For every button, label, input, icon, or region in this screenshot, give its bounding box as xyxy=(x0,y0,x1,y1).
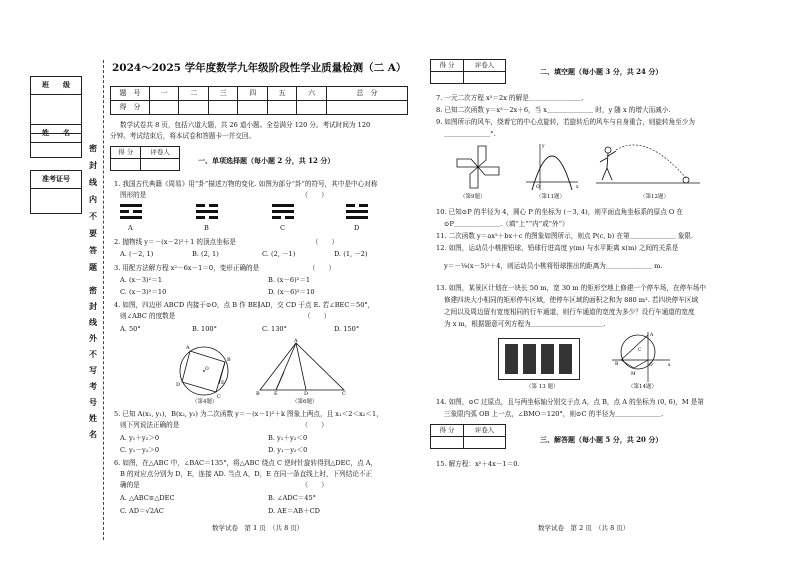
q15-stem: 15. 解方程：x²＋4x－1＝0. xyxy=(436,460,520,468)
figure-13-parking xyxy=(498,338,580,380)
svg-text:D: D xyxy=(304,391,309,397)
section-3-title: 三、解答题（每小题 5 分，共 20 分） xyxy=(540,435,663,444)
grader-name-cell[interactable] xyxy=(463,72,505,84)
seal-text-2: 密 封 线 外 不 写 考 号 姓 名 xyxy=(89,285,97,439)
score-cell[interactable] xyxy=(238,101,267,115)
figure-9-pinwheel-icon xyxy=(454,142,502,192)
score-cell[interactable] xyxy=(267,101,296,115)
q1-option-d[interactable]: D xyxy=(354,224,360,232)
q9-line-2: ＿＿＿＿＿＿＿°. xyxy=(444,130,496,138)
q13-line-2: 修建四块大小相同的矩形停车区域，使停车区域的面积之和为 880 m². 若四块停车区域 xyxy=(444,296,699,304)
q6-option-c[interactable]: C. AD＝√2AC xyxy=(120,507,164,515)
q13-line-3: 之间以及周边留有宽度相同的行车通道，则行车通道的宽度为多少？设行车通道的宽度 xyxy=(444,308,695,316)
q6-line-1: 6. 如图，在△ABC 中，∠BAC＝135°，将△ABC 绕点 C 逆时针旋转得到△DEC，点 A， xyxy=(114,459,378,467)
q12-line-2: y＝－⅑(x－5)²＋4，则运动员小桃将铅球推出的距离为＿＿＿＿＿＿＿ m. xyxy=(444,262,663,270)
svg-text:O: O xyxy=(649,363,653,368)
score-cell[interactable] xyxy=(326,101,407,115)
q4-option-b[interactable]: B. 100° xyxy=(192,325,217,333)
q14-line-2: 三象限内弧 OB 上一点，∠BMO＝120°，则⊙C 的半径为＿＿＿＿＿＿＿. xyxy=(444,410,664,418)
trigram-a-icon xyxy=(120,204,142,220)
q3-option-a[interactable]: A. (x－3)²＝1 xyxy=(120,276,163,284)
q2-stem: 2. 抛物线 y＝－(x－2)²＋1 的顶点坐标是 （ ） xyxy=(114,238,339,246)
name-box xyxy=(30,124,82,158)
figure-14-caption: （第14题） xyxy=(628,384,657,390)
q14-line-1: 14. 如图，⊙C 过原点，且与两坐标轴分别交于点 A，点 B，点 A 的坐标为 (0, 6)，M 是第 xyxy=(436,398,704,406)
q2-option-a[interactable]: A. (－2, 1) xyxy=(120,250,154,258)
q3-option-b[interactable]: B. (x－6)²＝1 xyxy=(268,276,311,284)
svg-text:A: A xyxy=(294,338,298,344)
q2-option-b[interactable]: B. (2, 1) xyxy=(192,250,219,258)
q4-line-1: 4. 如图，四边形 ABCD 内接于⊙O，点 B 作 BE∥AD，交 CD 于点 E. 若∠BEC＝50°， xyxy=(114,301,375,309)
figure-4-caption: （第4题） xyxy=(192,399,218,405)
q5-option-c[interactable]: C. y₁－y₂＞0 xyxy=(120,446,160,454)
page-title: 2024～2025 学年度数学九年级阶段性学业质量检测（二 A） xyxy=(112,62,407,74)
q5-line-1: 5. 已知 A(x₁, y₁)，B(x₂, y₂) 为二次函数 y＝－(x－1)²＋k 图象上两点，且 x₁＜2＜x₂＜1， xyxy=(114,410,383,418)
q11-stem: 11. 二次函数 y＝ax²＋bx＋c 的图象如图所示，则点 P(c, b) 在第＿＿＿＿＿＿＿ 象限. xyxy=(436,232,694,240)
q1-option-b[interactable]: B xyxy=(204,224,209,232)
figure-11-caption: （第11题） xyxy=(536,194,565,200)
q9-line-1: 9. 如图所示的风车，绕着它的中心点旋转，若旋转后的风车与自身重合，则旋转角至少为 xyxy=(436,118,695,126)
trigram-d-icon xyxy=(346,204,368,220)
page-1-footer: 数学试卷 第 1 页 （共 8 页） xyxy=(212,524,304,532)
grader-name-label: 评卷人 xyxy=(463,425,505,437)
svg-text:y: y xyxy=(542,144,545,149)
svg-text:D: D xyxy=(176,382,181,388)
page-2-footer: 数学试卷 第 2 页 （共 8 页） xyxy=(538,524,630,532)
seal-text: 密 封 线 内 不 要 答 题 xyxy=(89,143,97,272)
q13-line-4: 为 x m，根据题意可列方程为＿＿＿＿＿＿＿＿＿＿＿. xyxy=(444,320,606,328)
svg-text:x: x xyxy=(668,363,671,368)
q1-line-1: 1. 我国古代典籍《周易》用“卦”描述万物的变化. 如图为部分“卦”的符号，其中是中心对称 xyxy=(114,180,378,188)
notice-line-1: 数学试卷共 8 页，包括六道大题，共 26 道小题。全卷满分 120 分。考试时间为 120 xyxy=(120,121,371,129)
grader-name-cell[interactable] xyxy=(463,437,505,449)
score-header-cell: 五 xyxy=(267,87,296,101)
grader-name-label: 评卷人 xyxy=(141,147,180,159)
svg-text:O: O xyxy=(205,367,209,372)
trigram-b-icon xyxy=(196,204,218,220)
seal-line xyxy=(103,60,104,540)
q5-line-2: 则下列说法正确的是 （ ） xyxy=(120,421,328,429)
figure-13-caption: （第 13 题） xyxy=(526,384,559,390)
grader-score-cell[interactable] xyxy=(111,159,141,171)
q6-option-b[interactable]: B. ∠ADC＝45° xyxy=(268,494,316,502)
grader-box-3 xyxy=(430,424,506,449)
score-header-cell: 题 号 xyxy=(111,87,150,101)
svg-text:B: B xyxy=(256,391,260,397)
q2-option-c[interactable]: C. (2, －1) xyxy=(262,250,296,258)
grader-score-label: 得 分 xyxy=(431,60,464,72)
figure-6-caption: （第6题） xyxy=(292,399,318,405)
q10-line-2: ⊙P＿＿＿＿＿＿＿.（填“上”“内”或“外”） xyxy=(444,220,569,228)
figure-6 xyxy=(256,340,348,396)
score-cell[interactable] xyxy=(179,101,208,115)
svg-text:C: C xyxy=(638,348,642,353)
class-label: 班 级 xyxy=(31,77,81,95)
svg-text:A: A xyxy=(650,333,654,338)
q3-stem: 3. 用配方法解方程 x²－6x－1＝0，变形正确的是 （ ） xyxy=(114,264,336,272)
score-header-cell: 四 xyxy=(238,87,267,101)
svg-text:C: C xyxy=(217,394,221,400)
svg-text:C: C xyxy=(342,391,346,397)
figure-14-circle xyxy=(610,330,672,384)
grader-name-label: 评卷人 xyxy=(463,60,505,72)
score-header-cell: 三 xyxy=(208,87,237,101)
q5-option-a[interactable]: A. y₁＋y₂＞0 xyxy=(120,434,160,442)
svg-text:E: E xyxy=(274,391,278,397)
grader-score-cell[interactable] xyxy=(431,437,464,449)
q3-option-c[interactable]: C. (x－3)²＝10 xyxy=(120,288,167,296)
score-header-cell: 一 xyxy=(150,87,179,101)
figure-4 xyxy=(176,344,232,398)
q12-line-1: 12. 如图，运动员小桃推铅球，铅球行进高度 y(m) 与水平距离 x(m) 之间的关系是 xyxy=(436,244,679,252)
grader-box-1 xyxy=(110,146,180,171)
name-label: 姓 名 xyxy=(31,125,81,143)
svg-text:B: B xyxy=(615,362,619,367)
exam-id-label: 准考证号 xyxy=(31,171,81,189)
svg-text:O: O xyxy=(536,185,540,190)
grader-score-label: 得 分 xyxy=(431,425,464,437)
section-1-title: 一、单项选择题（每小题 2 分，共 12 分） xyxy=(198,156,335,165)
score-row-label: 得 分 xyxy=(111,101,150,115)
score-header-cell: 六 xyxy=(297,87,326,101)
svg-text:A: A xyxy=(186,345,190,351)
trigram-c-icon xyxy=(272,204,294,220)
q5-option-b[interactable]: B. y₁＋y₂＜0 xyxy=(268,434,308,442)
score-header-cell: 二 xyxy=(179,87,208,101)
grader-score-label: 得 分 xyxy=(111,147,141,159)
q6-line-3: 确的是 （ ） xyxy=(120,481,328,489)
q4-line-2: 则∠ABC 的度数是 （ ） xyxy=(120,312,331,320)
q10-line-1: 10. 已知⊙P 的半径为 4，圆心 P 的坐标为 (－3, 4)，则平面直角坐标系的原点 O 在 xyxy=(436,208,684,216)
grader-score-cell[interactable] xyxy=(431,72,464,84)
score-header-cell: 总 分 xyxy=(326,87,407,101)
grader-box-2 xyxy=(430,59,506,84)
svg-text:M: M xyxy=(631,372,636,377)
svg-text:E: E xyxy=(221,380,225,386)
section-2-title: 二、填空题（每小题 3 分，共 24 分） xyxy=(540,67,663,76)
q4-option-c[interactable]: C. 130° xyxy=(262,325,287,333)
score-cell[interactable] xyxy=(208,101,237,115)
q1-option-a[interactable]: A xyxy=(128,224,133,232)
q6-option-d[interactable]: D. AE＝AB＋CD xyxy=(268,507,320,515)
score-table xyxy=(110,86,408,115)
exam-id-box xyxy=(30,170,82,214)
figure-9-caption: （第9题） xyxy=(460,194,486,200)
svg-text:B: B xyxy=(227,357,231,363)
q13-line-1: 13. 如图，某景区计划在一块长 50 m，宽 30 m 的矩形空地上修建一个停车场，在停车场中 xyxy=(436,284,706,292)
q2-option-d[interactable]: D. (1, －2) xyxy=(334,250,368,258)
figure-12-shotput xyxy=(596,140,700,192)
grader-name-cell[interactable] xyxy=(141,159,180,171)
score-cell[interactable] xyxy=(297,101,326,115)
q1-option-c[interactable]: C xyxy=(280,224,286,232)
q4-option-a[interactable]: A. 50° xyxy=(120,325,141,333)
figure-11-parabola xyxy=(524,142,580,192)
svg-text:x: x xyxy=(576,185,579,190)
notice-line-2: 分钟。考试结束后，将本试卷和答题卡一并交回。 xyxy=(110,132,256,140)
q6-option-a[interactable]: A. △ABC≌△DEC xyxy=(120,494,175,502)
q7-stem: 7. 一元二次方程 x²＝2x 的解是＿＿＿＿＿＿＿＿. xyxy=(436,94,584,102)
q4-option-d[interactable]: D. 150° xyxy=(334,325,360,333)
q8-stem: 8. 已知二次函数 y＝x²－2x＋6，当 x＿＿＿＿＿＿＿ 时，y 随 x 的增大而减小. xyxy=(436,106,671,114)
score-cell[interactable] xyxy=(150,101,179,115)
q5-option-d[interactable]: D. y₁－y₂＜0 xyxy=(268,446,308,454)
figure-12-caption: （第12题） xyxy=(640,194,669,200)
q6-line-2: B 的对应点分别为 D，E，连接 AD. 当点 A，D，E 在同一条直线上时，下列结论不正 xyxy=(120,470,373,478)
q3-option-d[interactable]: D. (x－6)²＝10 xyxy=(268,288,315,296)
q1-line-2: 图形的是 （ ） xyxy=(120,191,328,199)
